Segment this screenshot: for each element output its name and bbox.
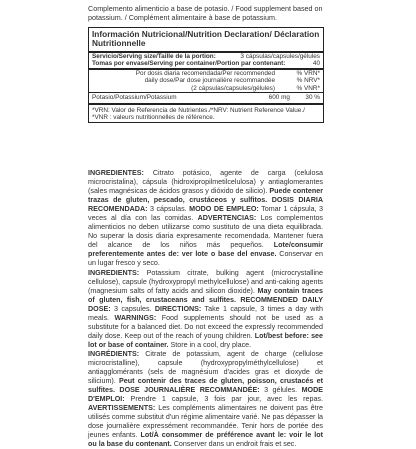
text-segment: 3 capsules. — [110, 304, 155, 313]
text-segment: Prendre 1 capsule, 3 fois par jour, avec les repas. — [124, 395, 323, 404]
text-segment: MODO DE EMPLEO: — [189, 205, 259, 214]
servings-per-container-row — [89, 60, 323, 69]
nutrient-row — [89, 93, 323, 105]
text-segment: Citrato potásico, agente de carga (celulosa microcristalina), cápsula (hidroxipropilmetilcelulosa) y antiaglomerantes (sales magnésicas de ácidos grasos y dióxido de silicio). — [88, 169, 323, 196]
text-segment: Los complementos alimenticios no deben utilizarse como sustituto de una dieta equilibrada. No superar la dosis diaria expresamente recomendada. Mantener fuera del alcance de los niños más pequeños. — [88, 214, 323, 250]
text-segment: Lot/best before: see lot or base of container. — [88, 331, 323, 349]
vrn-label: % VRN* — [296, 69, 320, 77]
dose-line: daily dose/Par dose journalière recommandée — [144, 77, 275, 85]
text-segment: INGRÉDIENTS: — [88, 349, 140, 358]
vrn-label: % NRV* — [296, 77, 320, 85]
dose-header-row — [89, 70, 323, 93]
spanish-section — [88, 169, 323, 269]
text-segment: MODE D'EMPLOI: — [88, 386, 323, 404]
nutrition-facts-panel — [88, 27, 324, 123]
ingredients-and-directions — [88, 169, 323, 449]
nutrient-amount: 600 mg — [268, 94, 290, 102]
text-segment: Store in a cool, dry place. — [168, 340, 252, 349]
product-description: Complemento alimenticio a base de potasio. / Food supplement based on potassium. / Complément alimentaire à base de potassium. — [88, 4, 323, 22]
serving-size-row — [89, 53, 323, 60]
vrn-header — [278, 70, 320, 92]
serving-size-value: 3 cápsulas/capsules/gélules — [240, 53, 320, 60]
french-section — [88, 350, 323, 449]
text-segment: INGREDIENTES: — [88, 169, 144, 177]
text-segment: Peut contenir des traces de gluten, poisson, crustacés et sulfites. DOSE JOURNALIÈRE RECOMMANDÉE: — [88, 377, 323, 395]
text-segment: 3 cápsulas. — [147, 205, 190, 214]
dose-line: (2 cápsulas/capsules/gélules) — [191, 84, 275, 92]
text-segment: AVERTISSEMENTS: — [88, 404, 156, 413]
text-segment: Tomar 1 cápsula, 3 veces al día con las comidas. — [88, 205, 324, 223]
nutrient-name: Potasio/Potassium/Potassium — [92, 94, 177, 102]
text-segment: Les compléments alimentaires ne doivent pas être utilisés comme substitut d'un régime alimentaire varié. Ne pas dépasser la dose journalière expressément recommandée. Tenir hors de portée des jeunes enfants. — [88, 404, 323, 440]
text-segment: Lote/consumir preferentemente antes de: ver lote o base del envase. — [88, 241, 323, 259]
text-segment: Lot/À consommer de préférence avant le: voir le lot ou la base du contenant. — [88, 431, 323, 449]
text-segment: Conserver dans un endroit frais et sec. — [171, 440, 297, 449]
text-segment: ADVERTENCIAS: — [197, 214, 257, 223]
nutrient-vrn: 30 % — [305, 94, 320, 102]
servings-per-container-value: 40 — [312, 60, 320, 68]
text-segment: Citrate de potassium, agent de charge (cellulose microcristalline), capsule (hydroxypropylméthylcellulose) et antiagglomérants (sels de magnésium d'acides gras et dioxyde de silicium). — [88, 349, 323, 386]
text-segment: 3 gélules. — [259, 386, 302, 395]
text-segment: Food supplements should not be used as a substitute for a balanced diet. Do not exceed the expressly recommended daily dose. Keep out of the reach of young children. — [88, 313, 323, 340]
text-segment: Take 1 capsule, 3 times a day with meals. — [88, 304, 323, 322]
text-segment: WARNINGS: — [114, 313, 157, 322]
vrn-label: % VNR* — [296, 84, 320, 92]
text-segment: INGREDIENTS: — [88, 268, 140, 277]
text-segment: Puede contener trazas de gluten, pescado, crustáceos y sulfitos. DOSIS DIARIA RECOMENDADA: — [88, 187, 323, 214]
dose-line: Por dosis diaria recomendada/Per recommended — [135, 69, 275, 77]
text-segment: May contain traces of gluten, fish, crustaceans and sulfites. RECOMMENDED DAILY DOSE: — [88, 286, 323, 313]
text-segment: Potassium citrate, bulking agent (microcrystalline cellulose), capsule (hydroxypropyl methylcellulose) and anti-caking agents (magnesium salts of fatty acids and silicon dioxide). — [88, 268, 323, 295]
vrn-footnote: *VRN: Valor de Referencia de Nutrientes./*NRV: Nutrient Reference Value./ *VNR : valeurs nutritionnelles de référence. — [92, 106, 305, 121]
text-segment: DIRECTIONS: — [154, 304, 202, 313]
dose-header-label — [92, 70, 278, 92]
nutrition-title: Información Nutricional/Nutrition Declaration/ Déclaration Nutritionnelle — [89, 28, 323, 53]
english-section — [88, 269, 323, 350]
servings-per-container-label: Tomas por envase/Serving per container/Portion par contenant: — [92, 60, 286, 68]
text-segment: Conservar en un lugar fresco y seco. — [88, 250, 323, 268]
serving-size-label: Servicio/Serving size/Taille de la portion: — [92, 53, 216, 60]
